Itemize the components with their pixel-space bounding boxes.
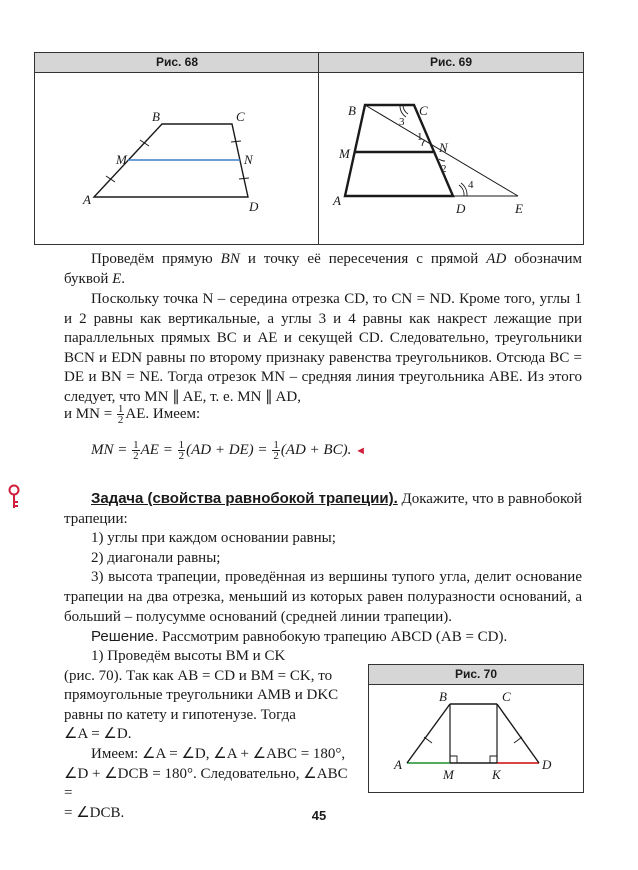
paragraph-2-text: Поскольку точка N – середина отрезка CD, то CN = ND. Кроме того, углы 1 и 2 равны как вертикальные, а углы 3 и 4 равны как накрест лежащие при параллельных прямых BC и AE и секущей CD. Следовательно, треугольники BCN и EDN равны по второму признаку равенства треугольников. Отсюда BC = DE и BN = NE. Тогда отрезок MN – средняя линия треугольника ABE. Из этого следует, что MN ∥ AE, т. е. MN ∥ AD,	[64, 291, 582, 405]
label-c: C	[419, 103, 428, 118]
text-var: AD	[486, 251, 507, 267]
label-n: N	[244, 152, 253, 167]
fraction	[117, 404, 125, 425]
figure-68	[34, 52, 320, 245]
figure-69-title: Рис. 69	[319, 53, 583, 73]
fraction	[272, 440, 280, 461]
label-m: M	[116, 152, 127, 167]
solution-line: (рис. 70). Так как AB = CD и BM = CK, то	[64, 667, 333, 684]
right-angle-m	[450, 756, 457, 763]
label-m: M	[443, 767, 454, 782]
formula-part: MN =	[91, 441, 132, 458]
angle-label-4: 4	[468, 179, 474, 191]
formula	[91, 440, 561, 462]
text-var: E	[112, 270, 122, 287]
solution-label: Решение.	[91, 628, 159, 646]
fraction-num: 1	[178, 439, 185, 451]
angle-arc-4	[459, 185, 464, 196]
label-d: D	[542, 757, 552, 772]
label-d: D	[456, 201, 466, 216]
label-n: N	[439, 140, 448, 155]
text: обозначим буквой	[64, 251, 582, 287]
text: и точку её пересечения с прямой	[239, 251, 487, 267]
figure-70	[368, 664, 584, 793]
side-ab	[407, 704, 450, 763]
angle-label-2: 2	[441, 163, 447, 175]
angle-arc-3	[403, 105, 408, 114]
label-m: M	[339, 146, 350, 161]
solution-line: Имеем: ∠A = ∠D, ∠A + ∠ABC = 180°,	[91, 745, 346, 762]
figure-69	[318, 52, 584, 245]
label-b: B	[152, 109, 160, 124]
task-item: 3) высота трапеции, проведённая из вершины тупого угла, делит основание трапеции на два отрезка, меньший из которых равен полуразности оснований, а больший – полусумме оснований (средней линии трапеции).	[64, 569, 582, 625]
figure-68-drawing	[35, 73, 319, 243]
paragraph-2	[64, 290, 582, 408]
figure-69-drawing	[319, 73, 583, 243]
right-angle-k	[490, 756, 497, 763]
fraction-num: 1	[117, 403, 124, 415]
tick-ab-top	[140, 140, 149, 146]
fraction-num: 1	[273, 439, 279, 451]
solution-line: ∠A = ∠D.	[64, 726, 132, 743]
label-c: C	[236, 109, 245, 124]
solution-body	[64, 647, 358, 823]
tick-ab	[424, 737, 432, 743]
label-a: A	[333, 193, 341, 208]
label-b: B	[348, 103, 356, 118]
key-icon	[6, 484, 22, 510]
task-title: Задача (свойства равнобокой трапеции).	[91, 490, 398, 507]
fraction	[132, 440, 140, 461]
text: .	[121, 270, 126, 287]
side-cd	[497, 704, 539, 763]
label-a: A	[394, 757, 402, 772]
figure-70-drawing	[369, 685, 583, 791]
fraction-den: 2	[133, 450, 139, 462]
paragraph-1	[64, 250, 582, 289]
tick-cd-top	[231, 141, 241, 142]
formula-part: (AD + BC).	[280, 441, 352, 458]
solution-line: прямоугольные треугольники AMB и DKC	[64, 687, 339, 704]
formula-part: (AD + DE) =	[186, 441, 272, 458]
fraction-num: 1	[133, 439, 139, 451]
tick-cd-bottom	[239, 178, 249, 179]
solution-line: 1) Проведём высоты BM и CK	[91, 648, 286, 664]
angle-arc-2	[439, 159, 445, 161]
solution-line: равны по катету и гипотенузе. Тогда	[64, 706, 296, 723]
text-var: BN	[220, 251, 240, 267]
task	[64, 489, 582, 648]
text: AE. Имеем:	[125, 405, 201, 422]
formula-part: AE =	[140, 441, 177, 458]
label-e: E	[515, 201, 523, 216]
solution-line: = ∠DCB.	[64, 804, 125, 821]
solution-line: ∠D + ∠DCB = 180°. Следовательно, ∠ABC =	[64, 765, 348, 802]
label-d: D	[249, 199, 259, 214]
label-a: A	[83, 192, 91, 207]
tick-cd	[514, 737, 522, 743]
fraction-den: 2	[273, 450, 279, 462]
angle-label-1: 1	[417, 131, 423, 143]
label-k: K	[492, 767, 501, 782]
task-item: 1) углы при каждом основании равны;	[91, 530, 336, 547]
text: Проведём прямую	[91, 251, 221, 267]
task-text: Докажите, что в равнобокой трапеции:	[64, 491, 582, 527]
fraction-den: 2	[117, 414, 124, 426]
paragraph-2-end	[64, 404, 582, 425]
figure-70-title: Рис. 70	[369, 665, 583, 685]
angle-label-3: 3	[399, 116, 405, 128]
fraction	[178, 440, 186, 461]
text: и MN =	[64, 405, 116, 422]
solution-text: Рассмотрим равнобокую трапецию ABCD (AB = CD).	[158, 629, 508, 646]
fraction-den: 2	[178, 450, 185, 462]
figure-68-title: Рис. 68	[35, 53, 319, 73]
end-of-proof-mark: ◄	[355, 444, 366, 457]
label-c: C	[502, 689, 511, 704]
task-item: 2) диагонали равны;	[91, 549, 221, 566]
label-b: B	[439, 689, 447, 704]
page-number: 45	[311, 808, 327, 823]
